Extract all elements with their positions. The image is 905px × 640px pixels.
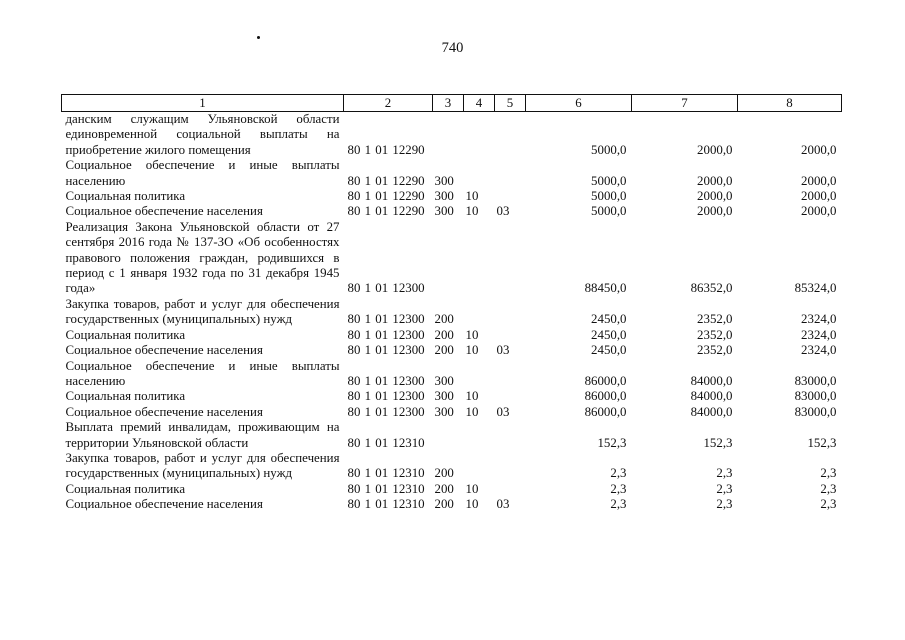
table-row <box>62 297 842 328</box>
row-expense-type: 300 <box>434 189 454 204</box>
table-row <box>62 389 842 404</box>
row-expense-type: 200 <box>434 481 454 496</box>
header-col-4: 4 <box>464 95 495 112</box>
table-row <box>62 482 842 497</box>
row-description: Социальная политика <box>65 389 186 404</box>
row-value-year-2: 2352,0 <box>697 312 733 327</box>
header-col-1: 1 <box>62 95 344 112</box>
row-target-code: 80 1 01 12300 <box>347 312 425 327</box>
row-value-year-3: 2000,0 <box>801 142 837 157</box>
row-section <box>464 220 495 297</box>
row-value-year-2: 2,3 <box>716 466 733 481</box>
row-value-year-2: 84000,0 <box>690 404 733 419</box>
row-value-year-3: 83000,0 <box>794 373 837 388</box>
row-value-year-2: 2352,0 <box>697 327 733 342</box>
header-col-3: 3 <box>433 95 464 112</box>
row-subsection <box>495 420 526 451</box>
row-section: 10 <box>465 404 479 419</box>
row-description: Выплата премий инвалидам, проживающим на территории Ульяновской области <box>65 420 340 450</box>
row-value-year-2: 152,3 <box>703 435 733 450</box>
header-col-6: 6 <box>526 95 632 112</box>
row-section: 10 <box>465 343 479 358</box>
row-target-code: 80 1 01 12300 <box>347 373 425 388</box>
row-section <box>464 297 495 328</box>
scan-dot <box>257 36 260 39</box>
row-section: 10 <box>465 327 479 342</box>
table-row <box>62 497 842 512</box>
row-expense-type <box>433 420 464 451</box>
table-row <box>62 112 842 159</box>
row-subsection: 03 <box>496 497 510 512</box>
row-subsection <box>495 189 526 204</box>
row-subsection <box>495 112 526 159</box>
row-section <box>464 359 495 390</box>
table-body <box>62 112 842 513</box>
row-value-year-1: 86000,0 <box>584 373 627 388</box>
row-section <box>464 451 495 482</box>
row-description: Социальная политика <box>65 327 186 342</box>
row-expense-type: 300 <box>434 204 454 219</box>
row-expense-type: 200 <box>434 312 454 327</box>
row-description: Социальная политика <box>65 189 186 204</box>
row-value-year-1: 2450,0 <box>591 343 627 358</box>
row-value-year-3: 2324,0 <box>801 327 837 342</box>
row-value-year-3: 2324,0 <box>801 343 837 358</box>
table-row <box>62 220 842 297</box>
row-value-year-3: 2,3 <box>820 466 837 481</box>
row-value-year-2: 2000,0 <box>697 204 733 219</box>
row-expense-type: 200 <box>434 343 454 358</box>
row-description: Социальное обеспечение населения <box>65 204 263 219</box>
row-value-year-1: 5000,0 <box>591 142 627 157</box>
row-section: 10 <box>465 189 479 204</box>
row-value-year-2: 84000,0 <box>690 373 733 388</box>
row-section <box>464 158 495 189</box>
row-description: Социальное обеспечение населения <box>65 404 263 419</box>
row-target-code: 80 1 01 12300 <box>347 327 425 342</box>
row-value-year-3: 2,3 <box>820 497 837 512</box>
row-value-year-3: 2000,0 <box>801 204 837 219</box>
row-subsection <box>495 389 526 404</box>
row-expense-type: 200 <box>434 327 454 342</box>
row-subsection <box>495 220 526 297</box>
table-row <box>62 189 842 204</box>
row-description: Закупка товаров, работ и услуг для обеспечения государственных (муниципальных) нужд <box>65 296 340 327</box>
row-value-year-1: 2,3 <box>610 481 627 496</box>
row-value-year-2: 2,3 <box>716 481 733 496</box>
header-col-2: 2 <box>344 95 433 112</box>
table-header <box>62 95 842 112</box>
row-description: Реализация Закона Ульяновской области от 27 сентября 2016 года № 137-ЗО «Об особенностях правового положения граждан, родившихся в период с 1 января 1932 года по 31 декабря 1945 года» <box>65 219 340 296</box>
row-section <box>464 112 495 159</box>
row-section: 10 <box>465 389 479 404</box>
row-value-year-1: 2,3 <box>610 466 627 481</box>
row-target-code: 80 1 01 12300 <box>347 404 425 419</box>
row-expense-type: 300 <box>434 173 454 188</box>
row-value-year-3: 152,3 <box>807 435 837 450</box>
row-target-code: 80 1 01 12310 <box>347 497 425 512</box>
row-value-year-3: 85324,0 <box>794 281 837 296</box>
row-value-year-2: 2000,0 <box>697 142 733 157</box>
row-value-year-1: 5000,0 <box>591 173 627 188</box>
row-subsection <box>495 359 526 390</box>
page-number: 740 <box>441 40 464 56</box>
row-value-year-3: 2000,0 <box>801 173 837 188</box>
row-target-code: 80 1 01 12310 <box>347 481 425 496</box>
row-value-year-1: 86000,0 <box>584 389 627 404</box>
row-description: Социальное обеспечение и иные выплаты населению <box>65 358 340 388</box>
row-description: Социальное обеспечение населения <box>65 497 263 512</box>
table-row <box>62 451 842 482</box>
row-value-year-3: 83000,0 <box>794 404 837 419</box>
table-row <box>62 328 842 343</box>
row-description: Социальная политика <box>65 481 186 496</box>
table-row <box>62 405 842 420</box>
row-target-code: 80 1 01 12310 <box>347 435 425 450</box>
row-subsection: 03 <box>496 404 510 419</box>
row-subsection <box>495 328 526 343</box>
row-value-year-2: 2,3 <box>716 497 733 512</box>
row-value-year-2: 86352,0 <box>690 281 733 296</box>
row-expense-type <box>433 112 464 159</box>
row-description: Закупка товаров, работ и услуг для обеспечения государственных (муниципальных) нужд <box>65 450 340 481</box>
row-expense-type <box>433 220 464 297</box>
row-value-year-2: 2352,0 <box>697 343 733 358</box>
row-description: данским служащим Ульяновской области единовременной социальной выплаты на приобретение жилого помещения <box>65 112 340 157</box>
row-description: Социальное обеспечение населения <box>65 343 263 358</box>
row-section <box>464 420 495 451</box>
row-target-code: 80 1 01 12300 <box>347 343 425 358</box>
row-expense-type: 200 <box>434 466 454 481</box>
budget-table <box>61 94 842 513</box>
table-row <box>62 420 842 451</box>
row-value-year-2: 2000,0 <box>697 189 733 204</box>
row-target-code: 80 1 01 12300 <box>347 389 425 404</box>
row-value-year-3: 2000,0 <box>801 189 837 204</box>
row-subsection <box>495 158 526 189</box>
header-col-8: 8 <box>738 95 842 112</box>
row-subsection <box>495 297 526 328</box>
row-expense-type: 200 <box>434 497 454 512</box>
row-section: 10 <box>465 481 479 496</box>
row-target-code: 80 1 01 12290 <box>347 173 425 188</box>
row-value-year-2: 2000,0 <box>697 173 733 188</box>
row-value-year-1: 2450,0 <box>591 327 627 342</box>
row-subsection: 03 <box>496 343 510 358</box>
row-value-year-1: 152,3 <box>597 435 627 450</box>
row-target-code: 80 1 01 12290 <box>347 204 425 219</box>
row-description: Социальное обеспечение и иные выплаты населению <box>65 158 340 188</box>
row-section: 10 <box>465 497 479 512</box>
row-subsection <box>495 451 526 482</box>
row-target-code: 80 1 01 12300 <box>347 281 425 296</box>
header-col-5: 5 <box>495 95 526 112</box>
row-value-year-1: 86000,0 <box>584 404 627 419</box>
row-expense-type: 300 <box>434 389 454 404</box>
row-value-year-2: 84000,0 <box>690 389 733 404</box>
row-section: 10 <box>465 204 479 219</box>
row-value-year-1: 88450,0 <box>584 281 627 296</box>
table-row <box>62 359 842 390</box>
row-expense-type: 300 <box>434 373 454 388</box>
row-expense-type: 300 <box>434 404 454 419</box>
table-row <box>62 204 842 219</box>
row-target-code: 80 1 01 12310 <box>347 466 425 481</box>
row-subsection <box>495 482 526 497</box>
row-value-year-3: 2324,0 <box>801 312 837 327</box>
row-target-code: 80 1 01 12290 <box>347 189 425 204</box>
header-col-7: 7 <box>632 95 738 112</box>
row-value-year-1: 5000,0 <box>591 204 627 219</box>
row-value-year-1: 5000,0 <box>591 189 627 204</box>
table-row <box>62 343 842 358</box>
table-row <box>62 158 842 189</box>
row-value-year-1: 2,3 <box>610 497 627 512</box>
row-value-year-3: 83000,0 <box>794 389 837 404</box>
row-value-year-3: 2,3 <box>820 481 837 496</box>
row-value-year-1: 2450,0 <box>591 312 627 327</box>
row-subsection: 03 <box>496 204 510 219</box>
header-row <box>62 95 842 112</box>
row-target-code: 80 1 01 12290 <box>347 142 425 157</box>
